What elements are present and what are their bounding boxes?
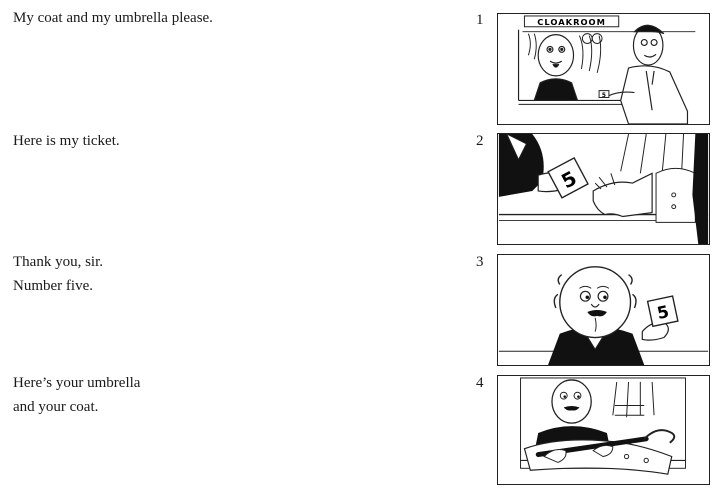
- ticket-number: 5: [601, 92, 607, 99]
- dialogue-line-4b: and your coat.: [13, 399, 99, 415]
- ticket-number: 5: [557, 166, 581, 194]
- panel-number-3: 3: [476, 254, 484, 270]
- dialogue-line-4a: Here’s your umbrella: [13, 375, 141, 391]
- cloakroom-illustration: [498, 14, 709, 124]
- dialogue-line-2: Here is my ticket.: [13, 133, 120, 149]
- umbrella-return-illustration: [498, 376, 709, 484]
- ticket-handover-illustration: [498, 134, 709, 244]
- picture-panel-3: [497, 254, 710, 366]
- dialogue-line-3a: Thank you, sir.: [13, 254, 103, 270]
- attendant-reading-illustration: [498, 255, 709, 365]
- picture-panel-1: [497, 13, 710, 125]
- picture-panel-2: [497, 133, 710, 245]
- picture-panel-4: [497, 375, 710, 485]
- panel-number-1: 1: [476, 12, 484, 28]
- cloakroom-sign: CLOAKROOM: [537, 16, 606, 27]
- dialogue-line-1: My coat and my umbrella please.: [13, 10, 213, 26]
- ticket-number: 5: [655, 302, 671, 324]
- panel-number-4: 4: [476, 375, 484, 391]
- dialogue-line-3b: Number five.: [13, 278, 93, 294]
- panel-number-2: 2: [476, 133, 484, 149]
